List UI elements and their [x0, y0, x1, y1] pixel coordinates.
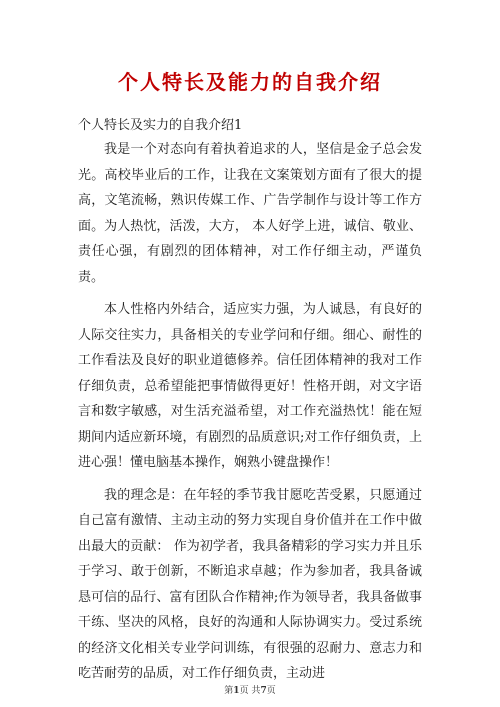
paragraph-2: 本人性格内外结合，适应实力强，为人诚恳，有良好的人际交往实力，具备相关的专业学问和仔细。细心、耐性的工作看法及良好的职业道德修养。信任团体精神的我对工作仔细负责，总希望能把事情做得更好！性格开朗，对文字语言和数字敏感，对生活充溢希望，对工作充溢热忱！能在短期间内适应新环境，有剧烈的品质意识;对工作仔细负责，上进心强！懂电脑基本操作，娴熟小键盘操作！	[78, 302, 422, 470]
footer-suffix: 页	[266, 686, 276, 696]
footer-total-pages: 7	[260, 686, 267, 696]
footer-mid: 页 共	[239, 686, 261, 696]
document-title: 个人特长及能力的自我介绍	[118, 70, 382, 94]
paragraph-1: 我是一个对态向有着执着追求的人，坚信是金子总会发光。高校毕业后的工作，让我在文案策划方面有了很大的提高，文笔流畅，熟识传媒工作、广告学制作与设计等工作方面。为人热忱，活泼，大方， 本人好学上进，诚信、敬业、责任心强，有剧烈的团体精神，对工作仔细主动，严谨负责。	[78, 142, 422, 285]
footer-current-page: 1	[233, 686, 240, 696]
page-footer	[0, 683, 500, 696]
document-subtitle: 个人特长及实力的自我介绍1	[78, 118, 243, 133]
footer-prefix: 第	[224, 686, 234, 696]
paragraph-3: 我的理念是：在年轻的季节我甘愿吃苦受累，只愿通过自己富有激情、主动主动的努力实现自身价值并在工作中做出最大的贡献： 作为初学者，我具备精彩的学习实力并且乐于学习、敢于创新，不断追求卓越；作为参加者，我具备诚恳可信的品行、富有团队合作精神;作为领导者，我具备做事干练、坚决的风格，良好的沟通和人际协调实力。受过系统的经济文化相关专业学问训练，有很强的忍耐力、意志力和吃苦耐劳的品质，对工作仔细负责，主动进	[78, 487, 422, 681]
document-body	[78, 137, 422, 694]
